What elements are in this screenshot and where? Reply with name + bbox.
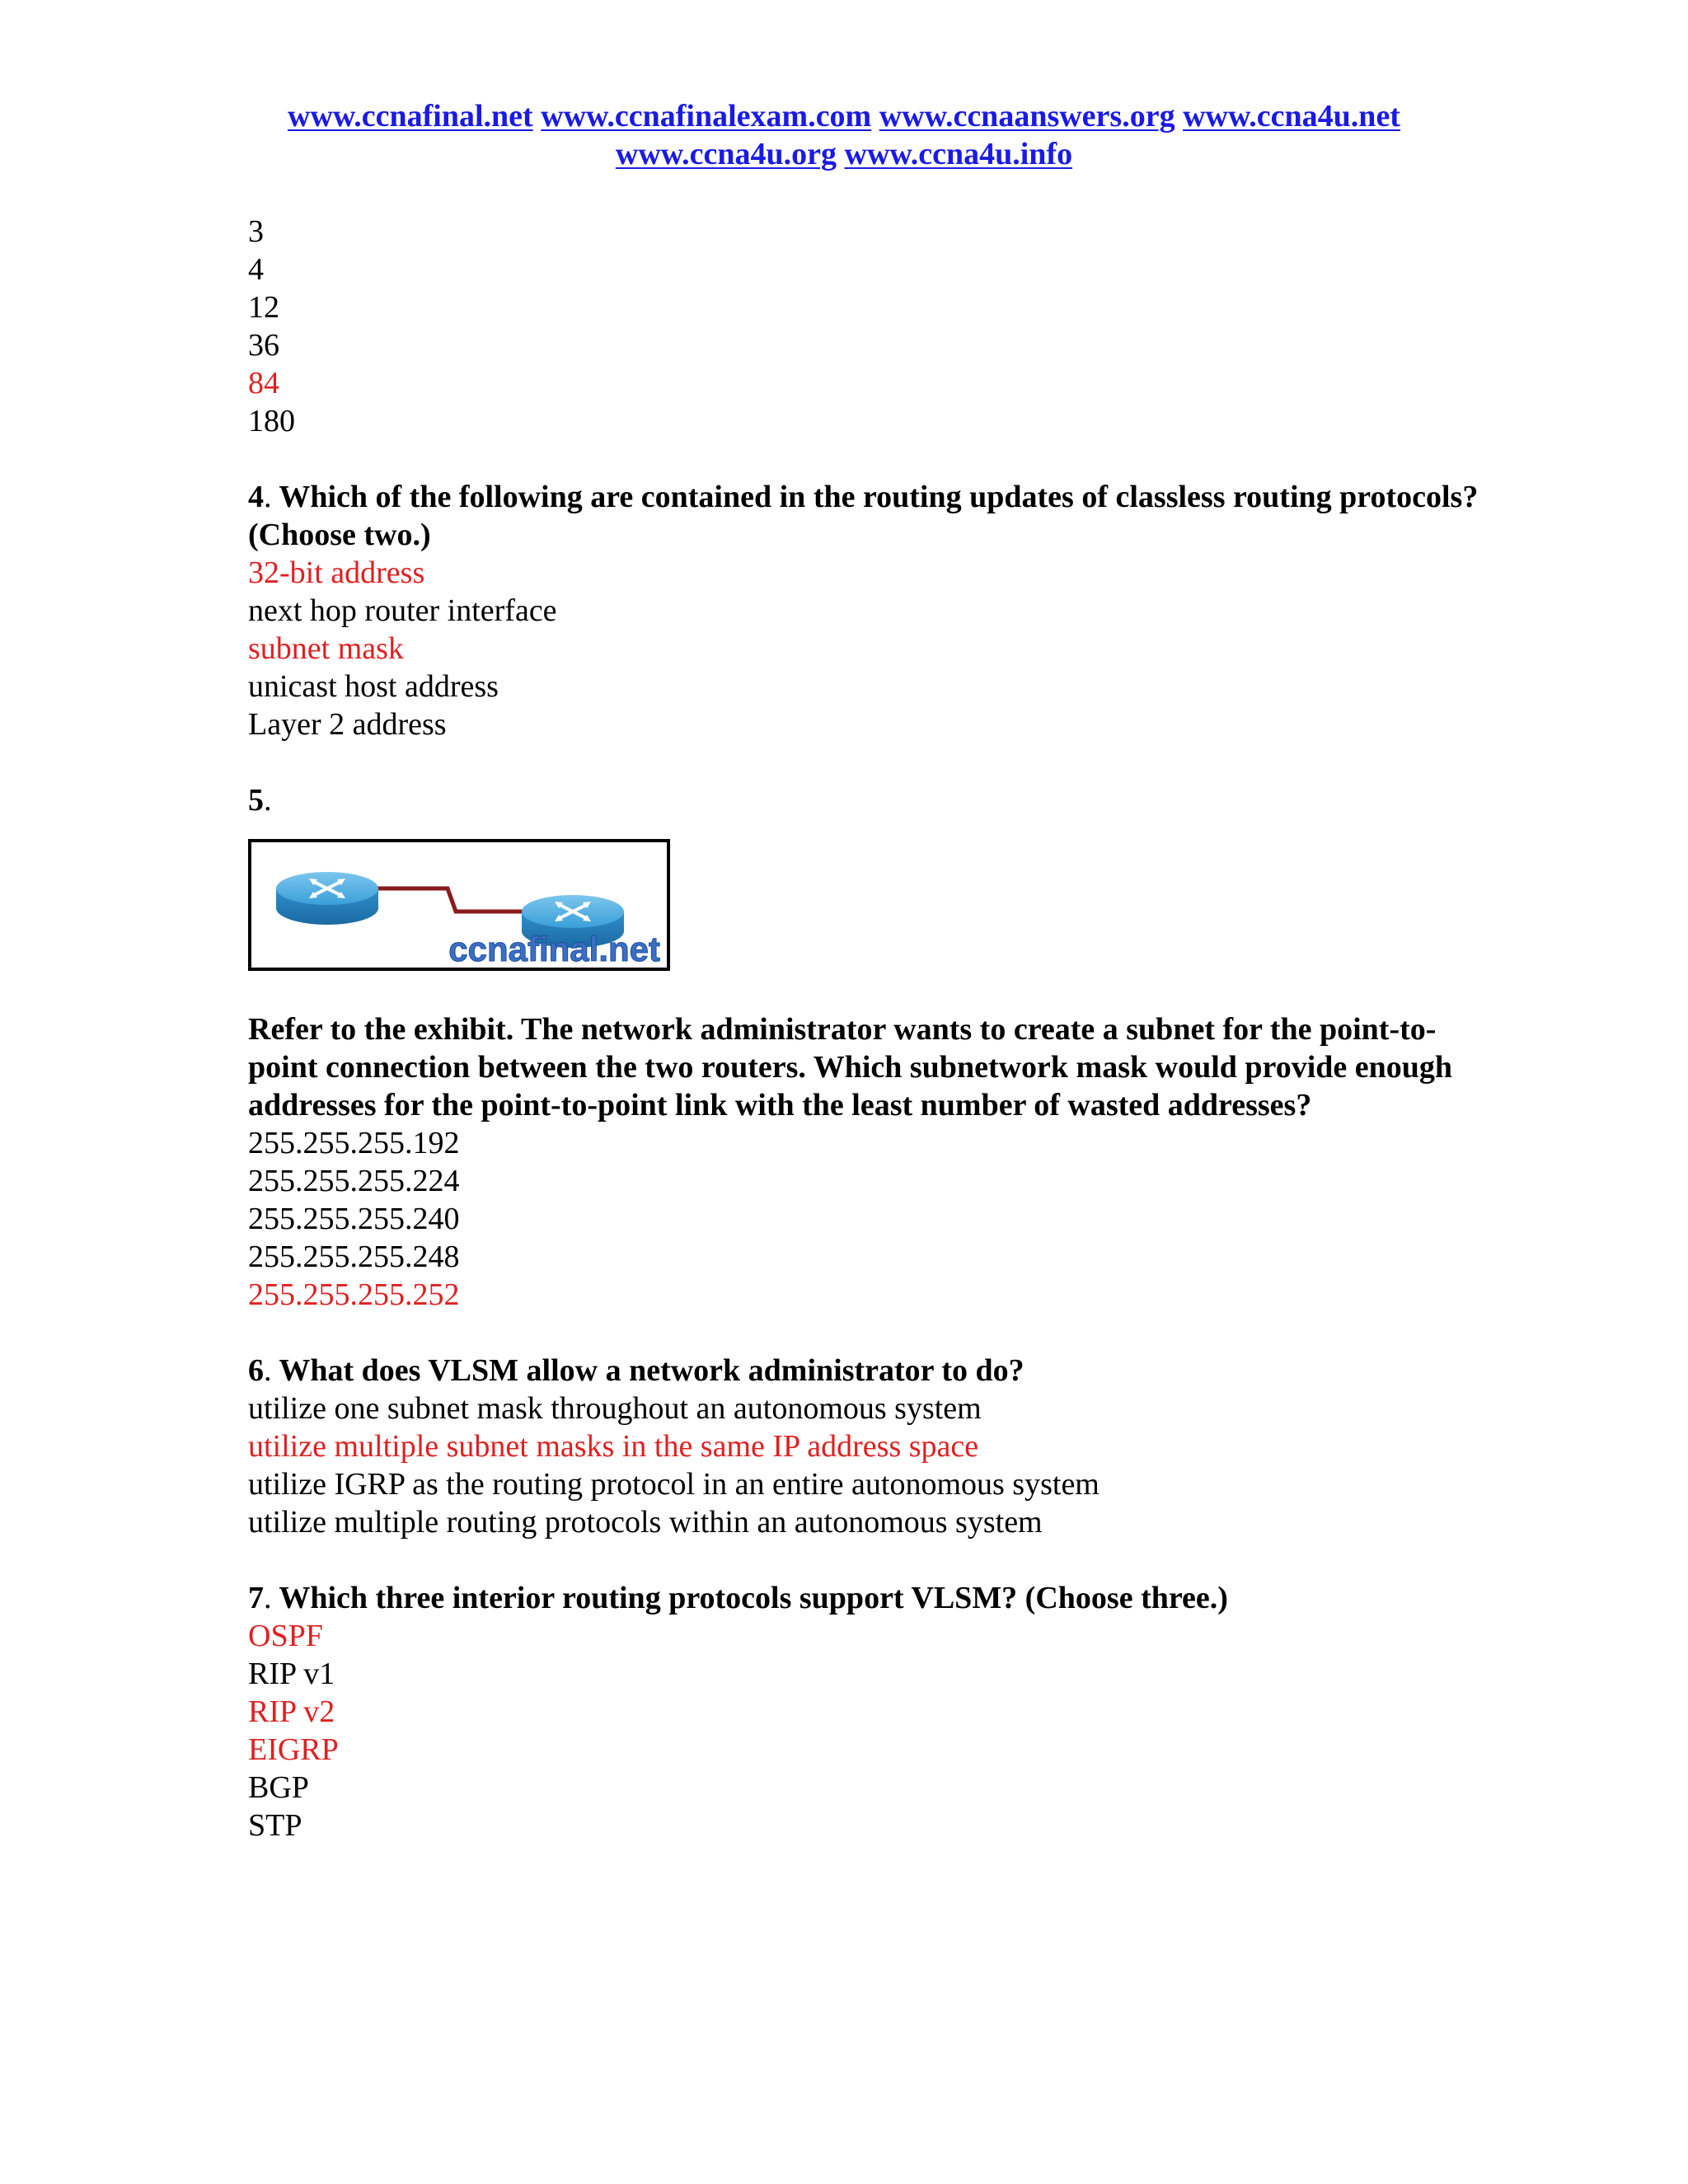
question-4 xyxy=(248,478,1484,743)
answer-option-correct: 255.255.255.252 xyxy=(248,1277,460,1312)
header-link[interactable]: www.ccna4u.org xyxy=(615,137,837,171)
header-links-line-1 xyxy=(0,97,1688,135)
answer-option: STP xyxy=(248,1808,302,1843)
answer-option: 255.255.255.248 xyxy=(248,1240,460,1274)
question-text: 6. What does VLSM allow a network administrator to do? xyxy=(248,1353,1025,1388)
question-prompt: Which three interior routing protocols support VLSM? (Choose three.) xyxy=(279,1581,1228,1615)
answer-option: utilize IGRP as the routing protocol in an entire autonomous system xyxy=(248,1467,1100,1502)
question-number: 4 xyxy=(248,480,264,514)
answer-option: 3 xyxy=(248,214,264,249)
answer-option: 12 xyxy=(248,290,279,325)
answer-option-correct: 84 xyxy=(248,366,279,401)
question-text: 4. Which of the following are contained in the routing updates of classless routing protocols? (Choose two.) xyxy=(248,480,1479,552)
question-prompt: Which of the following are contained in the routing updates of classless routing protocols? (Choose two.) xyxy=(248,480,1479,552)
question-number: 6 xyxy=(248,1353,264,1388)
header-link[interactable]: www.ccnaanswers.org xyxy=(879,99,1175,134)
answer-option: unicast host address xyxy=(248,669,499,704)
question-prompt: Refer to the exhibit. The network administrator wants to create a subnet for the point-to-point connection between the two routers. Which subnetwork mask would provide enough addresses for the point-to-point link with the least number of wasted addresses? xyxy=(248,1012,1453,1122)
answer-option-correct: utilize multiple subnet masks in the same IP address space xyxy=(248,1429,979,1464)
question-text: 7. Which three interior routing protocols support VLSM? (Choose three.) xyxy=(248,1581,1228,1615)
q3-options xyxy=(248,213,1484,440)
answer-option-correct: OSPF xyxy=(248,1619,323,1653)
question-7 xyxy=(248,1579,1484,1844)
question-prompt: What does VLSM allow a network administrator to do? xyxy=(279,1353,1025,1388)
answer-option: utilize multiple routing protocols within an autonomous system xyxy=(248,1505,1043,1540)
answer-option: 4 xyxy=(248,252,264,287)
header-links-line-2 xyxy=(0,135,1688,173)
answer-option: 255.255.255.192 xyxy=(248,1126,460,1160)
header-link[interactable]: www.ccna4u.info xyxy=(844,137,1073,171)
answer-option: utilize one subnet mask throughout an autonomous system xyxy=(248,1391,982,1426)
serial-link-icon xyxy=(375,888,523,912)
question-5 xyxy=(248,781,1484,1314)
router-topology-diagram xyxy=(251,842,667,968)
answer-option-correct: RIP v2 xyxy=(248,1694,335,1729)
question-number: 5 xyxy=(248,783,264,818)
answer-option: next hop router interface xyxy=(248,593,557,628)
watermark: ccnafinal.net xyxy=(448,930,660,968)
header-link[interactable]: www.ccna4u.net xyxy=(1183,99,1400,134)
question-6 xyxy=(248,1352,1484,1541)
question-number: 7 xyxy=(248,1581,264,1615)
exhibit-image xyxy=(248,839,670,971)
header-link[interactable]: www.ccnafinalexam.com xyxy=(541,99,872,134)
header-link[interactable]: www.ccnafinal.net xyxy=(288,99,533,134)
page-header xyxy=(0,97,1688,173)
answer-option-correct: EIGRP xyxy=(248,1732,339,1767)
answer-option: 180 xyxy=(248,404,295,438)
answer-option-correct: 32-bit address xyxy=(248,555,425,590)
router-icon xyxy=(276,872,378,925)
answer-option: 255.255.255.240 xyxy=(248,1202,460,1236)
question-number-line: 5. xyxy=(248,783,272,818)
document-content xyxy=(248,213,1484,1844)
answer-option-correct: subnet mask xyxy=(248,631,404,666)
answer-option: Layer 2 address xyxy=(248,707,447,742)
answer-option: 255.255.255.224 xyxy=(248,1164,460,1198)
answer-option: BGP xyxy=(248,1770,309,1805)
answer-option: 36 xyxy=(248,328,279,363)
answer-option: RIP v1 xyxy=(248,1657,335,1691)
